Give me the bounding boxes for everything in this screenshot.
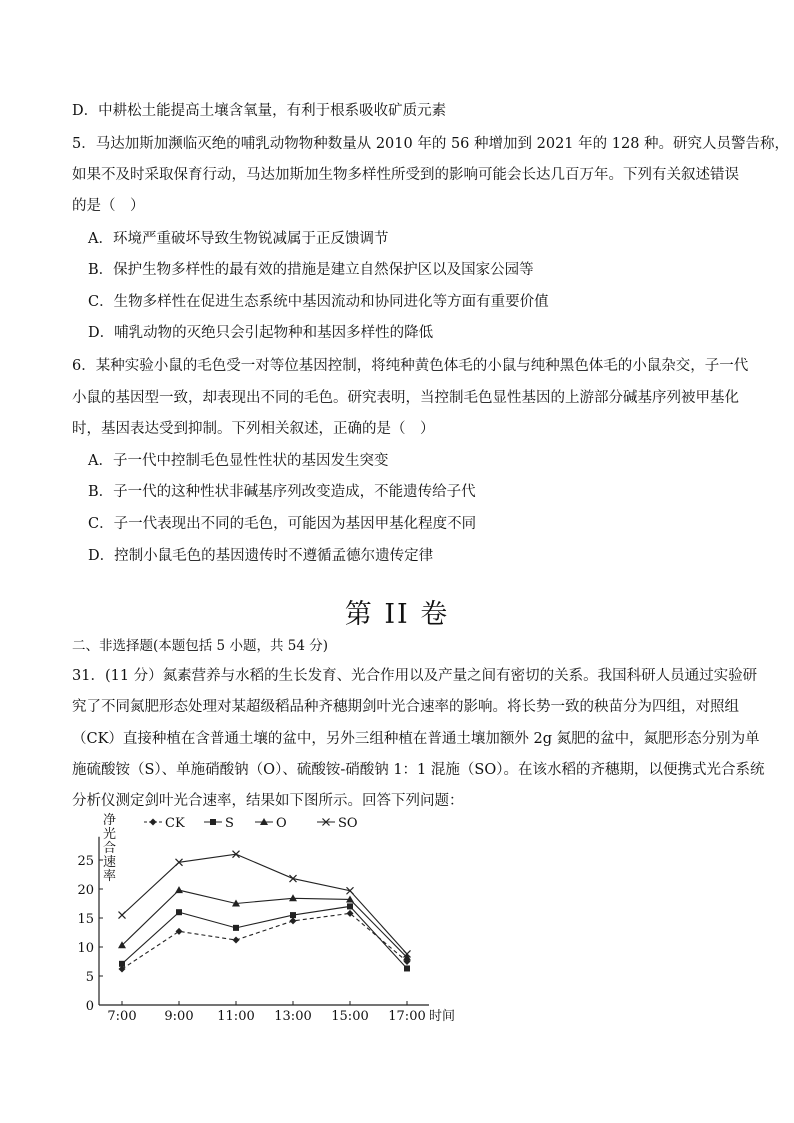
- data-point-ck: [290, 917, 297, 924]
- y-axis-label-char: 光: [103, 827, 117, 842]
- x-tick-label: 7:00: [107, 1009, 137, 1024]
- q5-option-c: C．生物多样性在促进生态系统中基因流动和协同进化等方面有重要价值: [88, 294, 549, 310]
- q5-option-a: A．环境严重破坏导致生物锐减属于正反馈调节: [88, 231, 389, 247]
- q31-stem-line: 究了不同氮肥形态处理对某超级稻品种齐穗期剑叶光合速率的影响。将长势一致的秧苗分为四组，对照组: [72, 699, 739, 715]
- y-axis-label-char: 净: [103, 813, 117, 828]
- q5-option-b: B．保护生物多样性的最有效的措施是建立自然保护区以及国家公园等: [88, 262, 534, 278]
- data-point-s: [233, 925, 239, 931]
- q31-stem-line: 31．(11 分）氮素营养与水稻的生长发育、光合作用以及产量之间有密切的关系。我国科研人员通过实验研: [72, 668, 758, 684]
- data-point-s: [176, 909, 182, 915]
- q6-option-c: C．子一代表现出不同的毛色，可能因为基因甲基化程度不同: [88, 516, 477, 532]
- q6-option-a: A．子一代中控制毛色显性性状的基因发生突变: [88, 453, 389, 469]
- data-point-s: [404, 965, 410, 971]
- data-point-o: [289, 894, 297, 901]
- q31-stem-line: 施硫酸铵（S）、单施硝酸钠（O）、硫酸铵-硝酸钠 1：1 混施（SO）。在该水稻的齐穗期，以便携式光合系统: [72, 762, 765, 778]
- q31-stem-line: 分析仪测定剑叶光合速率，结果如下图所示。回答下列问题：: [72, 793, 464, 809]
- x-tick-label: 17:00: [388, 1009, 426, 1024]
- data-point-so: [119, 912, 126, 919]
- q6-stem-line: 小鼠的基因型一致，却表现出不同的毛色。研究表明，当控制毛色显性基因的上游部分碱基序列被甲基化: [72, 390, 739, 406]
- x-tick-label: 11:00: [217, 1009, 255, 1024]
- q6-option-d: D．控制小鼠毛色的基因遗传时不遵循孟德尔遗传定律: [88, 548, 434, 564]
- y-tick-label: 20: [77, 883, 94, 898]
- data-point-o: [175, 886, 183, 893]
- data-point-s-legend: [210, 819, 216, 825]
- x-tick-label: 13:00: [274, 1009, 312, 1024]
- data-point-s: [290, 912, 296, 918]
- data-point-s: [347, 903, 353, 909]
- y-axis-label-char: 率: [103, 869, 117, 884]
- y-axis-label-char: 速: [103, 855, 117, 870]
- data-point-ck: [176, 928, 183, 935]
- x-axis-label: 时间: [429, 1009, 456, 1024]
- data-point-ck: [233, 937, 240, 944]
- data-point-ck-legend: [150, 819, 157, 826]
- q5-stem-line: 如果不及时采取保育行动，马达加斯加生物多样性所受到的影响可能会长达几百万年。下列有关叙述错误: [72, 167, 739, 183]
- legend-label-s: S: [225, 816, 234, 831]
- legend-label-ck: CK: [165, 816, 185, 831]
- q6-stem-line: 时，基因表达受到抑制。下列相关叙述，正确的是（ ）: [72, 421, 435, 437]
- q5-stem-line: 的是（ ）: [72, 198, 145, 214]
- q4-option-d: D．中耕松土能提高土壤含氧量，有利于根系吸收矿质元素: [72, 103, 447, 119]
- q6-stem-line: 6．某种实验小鼠的毛色受一对等位基因控制，将纯种黄色体毛的小鼠与纯种黑色体毛的小鼠杂交，子一代: [72, 358, 749, 374]
- series-line-s: [122, 906, 407, 968]
- q5-option-d: D．哺乳动物的灭绝只会引起物种和基因多样性的降低: [88, 325, 434, 341]
- y-tick-label: 5: [85, 970, 94, 985]
- y-tick-label: 15: [77, 912, 94, 927]
- legend-label-o: O: [276, 816, 287, 831]
- y-axis-label-char: 合: [103, 841, 117, 856]
- legend-label-so: SO: [338, 816, 358, 831]
- x-tick-label: 15:00: [331, 1009, 369, 1024]
- q5-stem-line: 5．马达加斯加濒临灭绝的哺乳动物物种数量从 2010 年的 56 种增加到 2021 年的 128 种。研究人员警告称，: [72, 136, 790, 152]
- y-tick-label: 10: [77, 941, 94, 956]
- y-tick-label: 25: [77, 854, 94, 869]
- part-title: 第 II 卷: [344, 599, 450, 630]
- q6-option-b: B．子一代的这种性状非碱基序列改变造成，不能遗传给子代: [88, 484, 476, 500]
- q31-stem-line: （CK）直接种植在含普通土壤的盆中，另外三组种植在普通土壤加额外 2g 氮肥的盆中，氮肥形态分别为单: [72, 731, 760, 747]
- x-tick-label: 9:00: [164, 1009, 194, 1024]
- photosynthesis-line-chart: [72, 812, 472, 1032]
- y-tick-label: 0: [85, 999, 94, 1014]
- data-point-s: [119, 961, 125, 967]
- series-line-o: [122, 890, 407, 957]
- section-heading: 二、非选择题(本题包括 5 小题，共 54 分): [72, 638, 328, 654]
